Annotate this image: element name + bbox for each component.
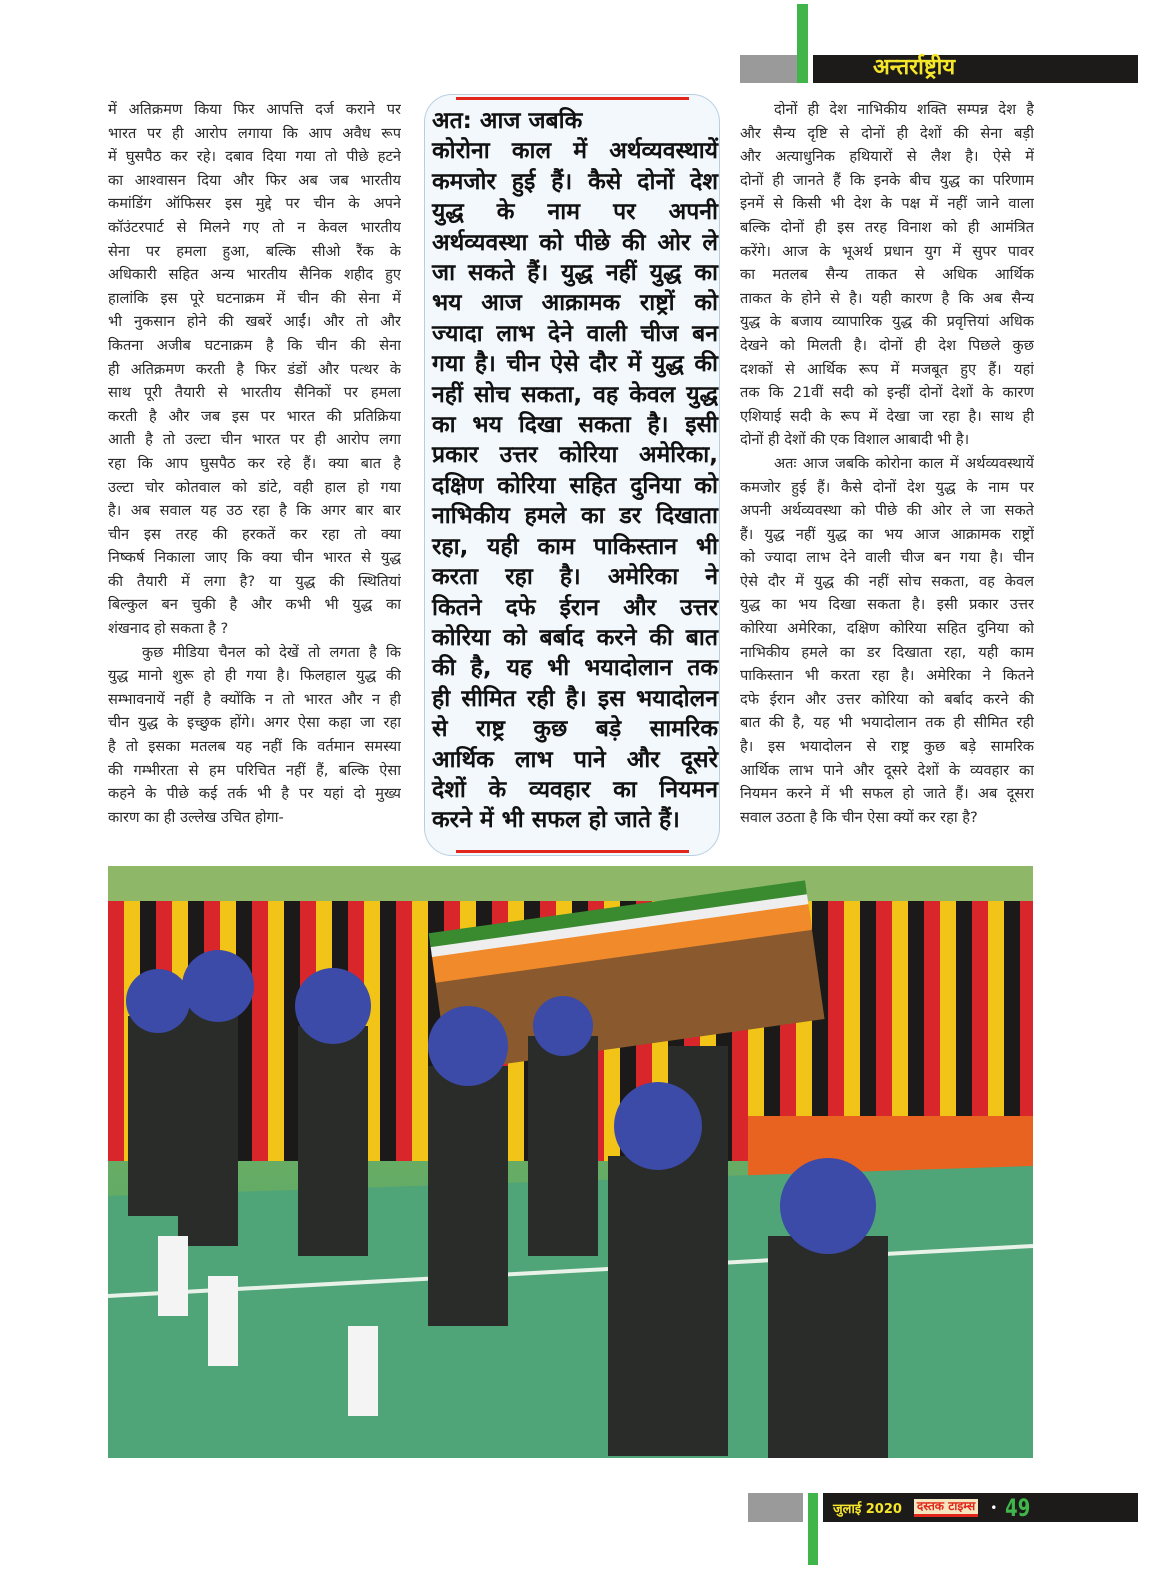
text-line: हैं। युद्ध नहीं युद्ध का भय आज आक्रामक राष्ट्रों (740, 525, 1034, 543)
pull-quote-line: भय आज आक्रामक राष्ट्रों को (432, 290, 718, 317)
text-line: सम्भावनायें नहीं है क्योंकि न तो भारत और न ही (108, 690, 401, 708)
text-line: कुछ मीडिया चैनल को देखें तो लगता है कि (142, 643, 401, 661)
funeral-procession-photo (108, 866, 1033, 1458)
footer-green-bar (808, 1493, 818, 1565)
pull-quote-line: ही सीमित रही है। इस भयादोलन (432, 685, 718, 712)
magazine-logo: दस्तक टाइम्स (914, 1499, 978, 1517)
text-line: का आश्वासन दिया और फिर अब जब भारतीय (108, 171, 401, 189)
pull-quote-line: कमजोर हुई हैं। कैसे दोनों देश (432, 168, 718, 195)
text-line: करती है और जब इस पर भारत की प्रतिक्रिया (108, 407, 401, 425)
text-line: में घुसपैठ कर रहे। दबाव दिया गया तो पीछे हटने (108, 148, 401, 166)
text-line: चीन युद्ध के इच्छुक होंगे। अगर ऐसा कहा जा रहा (108, 714, 401, 732)
section-banner (813, 55, 1138, 83)
pull-quote-line: दक्षिण कोरिया सहित दुनिया को (432, 472, 718, 499)
section-title: अन्तर्राष्ट्रीय (873, 55, 956, 80)
pull-quote-line: देशों के व्यवहार का नियमन (432, 776, 718, 803)
text-line: कमजोर हुई हैं। कैसे दोनों देश युद्ध के नाम पर (740, 478, 1034, 496)
text-line: युद्ध का भय दिखा सकता है। इसी प्रकार उत्तर (740, 596, 1034, 614)
text-line: दोनों ही देशों की एक विशाल आबादी भी है। (740, 431, 970, 449)
text-line: शंखनाद हो सकता है ? (108, 620, 229, 638)
text-line: सेना पर हमला हुआ, बल्कि सीओ रैंक के (108, 242, 401, 260)
pull-quote-line: करने में भी सफल हो जाते हैं। (432, 807, 680, 834)
text-line: भी नुकसान होने की खबरें आईं। और तो और (108, 313, 401, 331)
text-line: आर्थिक लाभ पाने और दूसरे देशों के व्यवहार का (740, 761, 1034, 779)
text-line: देखने को मिलती है। दोनों ही देश पिछले कुछ (740, 336, 1034, 354)
pull-quote-line: आर्थिक लाभ पाने और दूसरे (432, 746, 718, 773)
text-line: पाकिस्तान भी करता रहा है। अमेरिका ने कितने (740, 667, 1034, 685)
pull-quote-line: नहीं सोच सकता, वह केवल युद्ध (432, 381, 718, 408)
footer-gray-block (748, 1493, 803, 1522)
pull-quote-line: युद्ध के नाम पर अपनी (432, 199, 718, 226)
page-number: 49 (1005, 1493, 1031, 1522)
footer-banner (823, 1493, 1138, 1522)
issue-date: जुलाई 2020 (833, 1501, 902, 1517)
text-line: निष्कर्ष निकाला जाए कि क्या चीन भारत से युद्ध (108, 549, 401, 567)
pull-quote-top-rule (456, 97, 689, 100)
article-column-3 (740, 98, 1034, 829)
text-line: तक कि 21वीं सदी को इन्हीं दोनों देशों के कारण (740, 384, 1034, 402)
pull-quote-line: का भय दिखा सकता है। इसी (432, 412, 718, 439)
pull-quote-line: अर्थव्यवस्था को पीछे की ओर ले (432, 229, 718, 256)
text-line: उल्टा चोर कोतवाल को डांटे, वही हाल हो गया (108, 478, 401, 496)
pull-quote-line: ज्यादा लाभ देने वाली चीज बन (432, 320, 718, 347)
text-line: अपनी अर्थव्यवस्था को पीछे की ओर ले जा सकते (740, 502, 1034, 520)
text-line: अधिकारी सहित अन्य भारतीय सैनिक शहीद हुए (108, 266, 401, 284)
pull-quote-line: कोरिया को बर्बाद करने की बात (432, 624, 718, 651)
pull-quote-bottom-rule (456, 850, 689, 853)
text-line: सवाल उठता है कि चीन ऐसा क्यों कर रहा है? (740, 808, 978, 826)
text-line: बिल्कुल बन चुकी है और कभी भी युद्ध का (108, 596, 401, 614)
text-line: बात की है, यह भी भयादोलान तक ही सीमित रही (740, 714, 1034, 732)
text-line: कारण का ही उल्लेख उचित होगा- (108, 808, 284, 826)
footer-separator: • (990, 1500, 998, 1515)
text-line: है। इस भयादोलन से राष्ट्र कुछ बड़े सामरिक (740, 738, 1034, 756)
header-gray-block (740, 55, 798, 83)
text-line: एशियाई सदी के रूप में देखा जा रहा है। साथ ही (740, 407, 1034, 425)
text-line: है तो इसका मतलब यह नहीं कि वर्तमान समस्या (108, 738, 401, 756)
text-line: नाभिकीय हमले का डर दिखाता रहा, यही काम (740, 643, 1034, 661)
pull-quote-line: जा सकते हैं। युद्ध नहीं युद्ध का (432, 260, 718, 287)
text-line: युद्ध के बजाय व्यापारिक युद्ध की प्रवृत्तियां अधिक (740, 313, 1034, 331)
pull-quote-line: करता रहा है। अमेरिका ने (432, 564, 718, 591)
text-line: का मतलब सैन्य ताकत से अधिक आर्थिक (740, 266, 1034, 284)
pull-quote-line: कोरोना काल में अर्थव्यवस्थायें (432, 138, 718, 165)
text-line: चीन इस तरह की हरकतें कर रहा तो क्या (108, 525, 401, 543)
pull-quote-text (430, 106, 720, 836)
text-line: रहा कि आप घुसपैठ कर रहे हैं। क्या बात है (108, 454, 401, 472)
text-line: की तैयारी में लगा है? या युद्ध की स्थितियां (108, 572, 401, 590)
pull-quote-line: रहा, यही काम पाकिस्तान भी (432, 533, 718, 560)
pull-quote-line: से राष्ट्र कुछ बड़े सामरिक (432, 716, 718, 743)
text-line: दफे ईरान और उत्तर कोरिया को बर्बाद करने की (740, 690, 1034, 708)
text-line: इनमें से किसी भी देश के पक्ष में नहीं जाने वाला (740, 195, 1034, 213)
text-line: नियमन करने में भी सफल हो जाते हैं। अब दूसरा (740, 785, 1034, 803)
text-line: भारत पर ही आरोप लगाया कि आप अवैध रूप (108, 124, 401, 142)
text-line: ताकत के होने से है। यही कारण है कि अब सैन्य (740, 289, 1034, 307)
pull-quote-line: नाभिकीय हमले का डर दिखाता (432, 503, 718, 530)
text-line: अतः आज जबकि कोरोना काल में अर्थव्यवस्थायें (774, 454, 1034, 472)
text-line: को ज्यादा लाभ देने वाली चीज बन गया है। चीन (740, 549, 1034, 567)
text-line: की गम्भीरता से हम परिचित नहीं हैं, बल्कि ऐसा (108, 761, 401, 779)
text-line: युद्ध मानो शुरू हो ही गया है। फिलहाल युद्ध की (108, 667, 401, 685)
text-line: कमांडिंग ऑफिसर इस मुद्दे पर चीन के अपने (108, 195, 401, 213)
text-line: ही अतिक्रमण करती है फिर डंडों और पत्थर के (108, 360, 401, 378)
text-line: साथ पूरी तैयारी से भारतीय सैनिकों पर हमला (108, 384, 401, 402)
text-line: दशकों से आर्थिक रूप में मजबूत हुए हैं। यहां (740, 360, 1034, 378)
text-line: आती है तो उल्टा चीन भारत पर ही आरोप लगा (108, 431, 401, 449)
text-line: कोरिया अमेरिका, दक्षिण कोरिया सहित दुनिया को (740, 620, 1034, 638)
text-line: कहने के पीछे कई तर्क भी है पर यहां दो मुख्य (108, 785, 401, 803)
pull-quote-line: प्रकार उत्तर कोरिया अमेरिका, (432, 442, 718, 469)
text-line: और सैन्य दृष्टि से दोनों ही देशों की सेना बड़ी (740, 124, 1034, 142)
header-green-bar (797, 4, 808, 83)
text-line: दोनों ही देश नाभिकीय शक्ति सम्पन्न देश है (774, 101, 1034, 118)
text-line: कितना अजीब घटनाक्रम है कि चीन की सेना (108, 336, 401, 354)
text-line: और अत्याधुनिक हथियारों से लैश है। ऐसे में (740, 148, 1034, 166)
text-line: हालांकि इस पूरे घटनाक्रम में चीन की सेना में (108, 289, 401, 307)
pull-quote-line: की है, यह भी भयादोलान तक (432, 655, 718, 682)
pull-quote-line: कितने दफे ईरान और उत्तर (432, 594, 718, 621)
article-column-1 (108, 98, 401, 829)
text-line: बल्कि दोनों ही इस तरह विनाश को ही आमंत्रित (740, 218, 1034, 236)
text-line: है। अब सवाल यह उठ रहा है कि अगर बार बार (108, 502, 401, 520)
pull-quote-line: अत: आज जबकि (432, 108, 583, 134)
text-line: कॉउंटरपार्ट से मिलने गए तो न केवल भारतीय (108, 218, 401, 236)
pull-quote-line: गया है। चीन ऐसे दौर में युद्ध की (432, 351, 718, 378)
photo-illustration (108, 866, 1033, 1458)
text-line: ऐसे दौर में युद्ध की नहीं सोच सकता, वह केवल (740, 572, 1034, 590)
text-line: में अतिक्रमण किया फिर आपत्ति दर्ज कराने पर (108, 101, 401, 118)
text-line: करेंगे। आज के भूअर्थ प्रधान युग में सुपर पावर (740, 242, 1034, 260)
text-line: दोनों ही जानते हैं कि इनके बीच युद्ध का परिणाम (740, 171, 1034, 189)
